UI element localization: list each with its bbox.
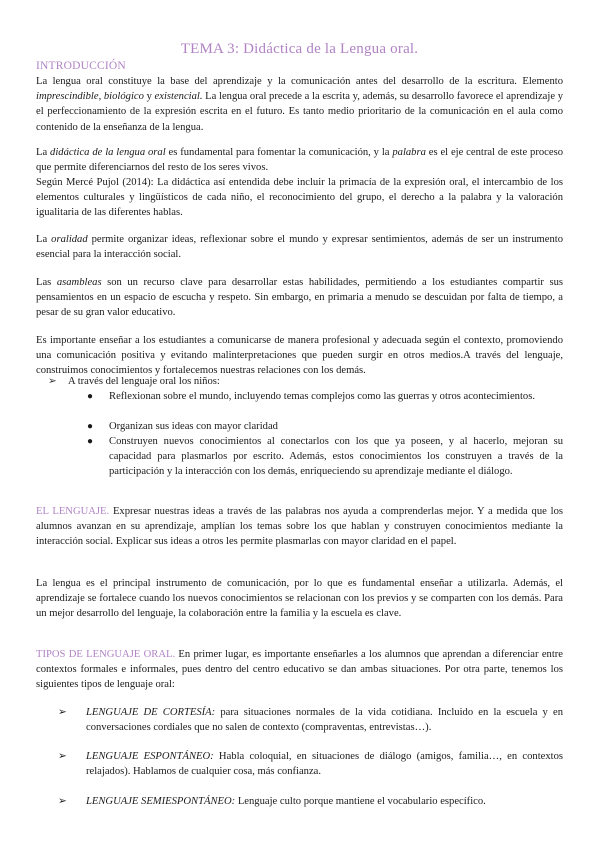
section-heading-tipos: TIPOS DE LENGUAJE ORAL. [36,649,176,660]
arrow-icon: ➢ [58,751,67,762]
list-item: ● Organizan sus ideas con mayor claridad [109,419,563,434]
list-item: ➢ LENGUAJE ESPONTÁNEO: Habla coloquial, en situaciones de diálogo (amigos, familia…, en contextos relajados). Hablamos de cualquier cosa, más confianza. [58,751,563,778]
paragraph-tipos: TIPOS DE LENGUAJE ORAL. En primer lugar, es importante enseñarles a los alumnos que aprendan a diferenciar entre contextos formales e informales, pues dentro del centro educativo se dan ambas situaciones. Por otra parte, tenemos los siguientes tipos de lenguaje oral: [36,649,563,691]
bullet-icon: ● [87,421,94,432]
arrow-list-item: ➢ A través del lenguaje oral los niños: [48,374,220,389]
list-item: ➢ LENGUAJE SEMIESPONTÁNEO: Lenguaje culto porque mantiene el vocabulario específico. [60,794,563,809]
paragraph-lengua: La lengua es el principal instrumento de comunicación, por lo que es fundamental enseñar a utilizarla. Además, el aprendizaje se fortalece cuando los nuevos conocimientos se relacionan con los previos y se comparten con los demás. Para un mejor desarrollo del lenguaje, la colaboración entre la familia y la escuela es clave. [36,578,563,620]
arrow-icon: ➢ [48,376,57,387]
list-item: ➢ LENGUAJE DE CORTESÍA: para situaciones normales de la vida cotidiana. Incluido en la escuela y en conversaciones cordiales que no salen de contexto (compraventas, entrevistas…). [58,707,563,734]
paragraph-comunicacion: Es importante enseñar a los estudiantes a comunicarse de manera profesional y adecuada según el contexto, promoviendo una comunicación positiva y evitando malinterpretaciones que pueden surgir en otros medios.A través del lenguaje, construimos conocimientos y fortalecemos nuestras relaciones con los demás. [36,335,563,377]
section-heading-lenguaje: EL LENGUAJE. [36,506,110,517]
arrow-icon: ➢ [58,707,67,718]
paragraph-intro: La lengua oral constituye la base del aprendizaje y la comunicación antes del desarrollo de la escritura. Elemento imprescindible, biológico y existencial. La lengua oral precede a la escrita y, además, su desarrollo favorece el aprendizaje y el perfeccionamiento de la expresión escrita en el futuro. Es tanto medio prioritario de la comunicación en el aula como contenido de la enseñanza de la lengua. [36,76,563,133]
page-title: TEMA 3: Didáctica de la Lengua oral. [180,41,419,57]
paragraph-asambleas: Las asambleas son un recurso clave para desarrollar estas habilidades, permitiendo a los estudiantes compartir sus pensamientos en un espacio de escucha y respeto. Sin embargo, en primaria a menudo se descuidan por falta de tiempo, a pesar de su gran valor educativo. [36,277,563,319]
list-item: ● Reflexionan sobre el mundo, incluyendo temas complejos como las guerras y otros acontecimientos. [109,389,563,404]
bullet-icon: ● [87,391,94,402]
list-item: ● Construyen nuevos conocimientos al conectarlos con los que ya poseen, y al hacerlo, mejoran su capacidad para plasmarlos por escrito. Además, estos conocimientos los construyen a través de la participación y la interacción con los demás, enriqueciendo su aprendizaje mediante el diálogo. [87,436,563,478]
paragraph-lenguaje: EL LENGUAJE. Expresar nuestras ideas a través de las palabras nos ayuda a comprenderlas mejor. Y a medida que los alumnos avanzan en su aprendizaje, amplían los temas sobre los que hablan y construyen conocimientos mediante la interacción social. Explicar sus ideas a otros les permite plasmarlas con mayor claridad en el papel. [36,506,564,548]
paragraph-oralidad: La oralidad permite organizar ideas, reflexionar sobre el mundo y expresar sentimientos, además de ser un instrumento esencial para la interacción social. [36,234,563,261]
bullet-icon: ● [87,436,94,447]
paragraph-pujol: Según Mercé Pujol (2014): La didáctica así entendida debe incluir la primacía de la expresión oral, el intercambio de los elementos culturales y lingüísticos de cada niño, el reconocimiento del grupo, el derecho a la palabra y la valoración igualitaria de las diferentes hablas. [36,177,563,219]
paragraph-didactica: La didáctica de la lengua oral es fundamental para fomentar la comunicación, y la palabra es el eje central de este proceso que permite diferenciarnos del resto de los seres vivos. [36,147,564,174]
intro-heading: INTRODUCCIÓN [36,60,126,72]
arrow-icon: ➢ [58,796,67,807]
